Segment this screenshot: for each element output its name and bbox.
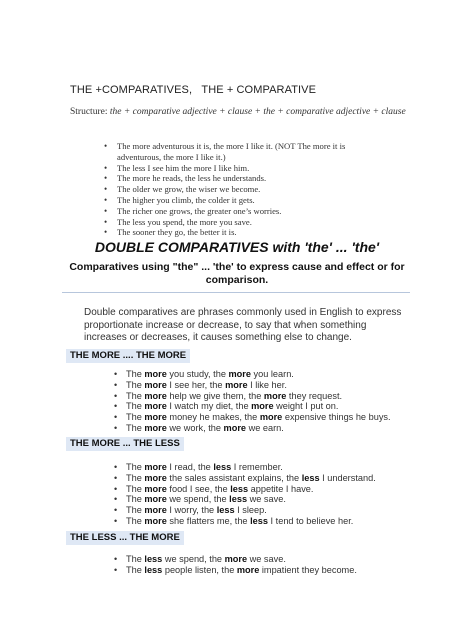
list-the-more-the-less: [114, 462, 414, 527]
text-segment: she flatters me, the: [166, 515, 251, 526]
text-segment: food I see, the: [166, 483, 231, 494]
list-item: [114, 380, 414, 391]
text-segment: we spend, the: [162, 554, 225, 564]
list-the-more-the-more: [114, 369, 414, 434]
section-title: DOUBLE COMPARATIVES with 'the' ... 'the': [94, 239, 380, 255]
text-segment: I sleep.: [234, 505, 267, 516]
list-item: • The sooner they go, the better it is.: [104, 227, 384, 238]
page-title: THE +COMPARATIVES, THE + COMPARATIVE: [70, 84, 317, 96]
list-item: [114, 401, 414, 412]
text-segment: The: [126, 505, 145, 516]
keyword: more: [144, 422, 167, 433]
list-item: [114, 484, 414, 495]
text-segment: The: [126, 379, 145, 390]
text-segment: we earn.: [246, 422, 284, 433]
keyword: more: [224, 554, 248, 564]
keyword: more: [144, 412, 167, 423]
text-segment: I remember.: [231, 462, 283, 472]
text-segment: The: [126, 494, 145, 505]
text-segment: help we give them, the: [166, 390, 264, 401]
keyword: more: [144, 483, 167, 494]
text-segment: appetite I have.: [248, 483, 314, 494]
keyword: less: [144, 564, 163, 575]
text-segment: The: [126, 390, 145, 401]
text-segment: expensive things he buys.: [282, 412, 391, 423]
keyword: less: [250, 515, 268, 526]
keyword: less: [213, 462, 232, 472]
text-segment: impatient they become.: [259, 564, 357, 575]
text-segment: The: [126, 472, 145, 483]
list-item: [114, 369, 414, 380]
keyword: more: [263, 390, 287, 401]
text-segment: I see her, the: [166, 379, 226, 390]
list-item: [114, 423, 414, 434]
list-item: [114, 412, 414, 423]
text-segment: we spend, the: [166, 494, 230, 505]
heading-the-less-the-more: THE LESS ... THE MORE: [66, 531, 184, 545]
keyword: more: [259, 412, 283, 423]
list-item: • The more adventurous it is, the more I like it. (NOT The more it is adventurous, the more I like it.): [104, 141, 384, 163]
list-item: [114, 494, 414, 505]
keyword: more: [236, 564, 260, 575]
text-segment: they request.: [286, 390, 343, 401]
keyword: more: [228, 369, 251, 379]
list-item: • The less you spend, the more you save.: [104, 217, 384, 228]
keyword: more: [144, 505, 167, 516]
text-segment: you learn.: [250, 369, 294, 379]
text-segment: I like her.: [247, 379, 287, 390]
text-segment: the sales assistant explains, the: [166, 472, 302, 483]
structure-label: Structure:: [70, 107, 110, 117]
structure-line: [70, 106, 410, 118]
text-segment: we save.: [247, 554, 286, 564]
list-item: [114, 565, 414, 576]
text-segment: we save.: [247, 494, 286, 505]
section-subtitle: Comparatives using "the" ... 'the' to express cause and effect or for comparison.: [69, 261, 405, 286]
text-segment: I understand.: [319, 472, 376, 483]
text-segment: The: [126, 515, 145, 526]
keyword: less: [230, 483, 249, 494]
example-list: [104, 141, 384, 238]
keyword: more: [144, 390, 167, 401]
list-item: • The older we grow, the wiser we become.: [104, 184, 384, 195]
text-segment: money he makes, the: [166, 412, 260, 423]
list-item: • The less I see him the more I like him.: [104, 163, 384, 174]
keyword: more: [144, 462, 167, 472]
text-segment: I tend to believe her.: [268, 515, 354, 526]
list-item: [114, 462, 414, 473]
text-segment: The: [126, 422, 145, 433]
text-segment: I read, the: [166, 462, 214, 472]
structure-formula: the + comparative adjective + clause + the + comparative adjective + clause: [109, 107, 406, 117]
keyword: more: [144, 494, 167, 505]
list-item: [114, 516, 414, 527]
text-segment: I watch my diet, the: [166, 401, 252, 412]
text-segment: you study, the: [166, 369, 229, 379]
text-segment: The: [126, 401, 145, 412]
list-item: • The higher you climb, the colder it gets.: [104, 195, 384, 206]
keyword: more: [144, 401, 167, 412]
list-item: [114, 554, 414, 565]
text-segment: The: [126, 369, 145, 379]
keyword: less: [301, 472, 320, 483]
keyword: less: [144, 554, 163, 564]
list-item: [114, 473, 414, 484]
text-segment: I worry, the: [166, 505, 217, 516]
intro-paragraph: Double comparatives are phrases commonly used in English to express proportionate increase or decrease, to say that when something increases or decreases, it causes something else to change.: [84, 307, 402, 343]
text-segment: The: [126, 412, 145, 423]
divider: [62, 292, 410, 293]
text-segment: we work, the: [166, 422, 224, 433]
list-item: [114, 505, 414, 516]
text-segment: The: [126, 462, 145, 472]
text-segment: The: [126, 554, 145, 564]
keyword: more: [223, 422, 247, 433]
keyword: more: [225, 379, 248, 390]
heading-the-more-the-more: THE MORE .... THE MORE: [66, 349, 190, 363]
keyword: more: [144, 472, 167, 483]
list-item: • The richer one grows, the greater one’s worries.: [104, 206, 384, 217]
text-segment: weight I put on.: [273, 401, 339, 412]
keyword: more: [144, 515, 167, 526]
text-segment: people listen, the: [162, 564, 237, 575]
list-item: [114, 391, 414, 402]
keyword: less: [229, 494, 248, 505]
keyword: less: [216, 505, 235, 516]
keyword: more: [144, 379, 167, 390]
list-the-less-the-more: [114, 554, 414, 576]
text-segment: The: [126, 564, 145, 575]
keyword: more: [251, 401, 274, 412]
text-segment: The: [126, 483, 145, 494]
heading-the-more-the-less: THE MORE ... THE LESS: [66, 437, 184, 451]
list-item: • The more he reads, the less he understands.: [104, 173, 384, 184]
keyword: more: [144, 369, 167, 379]
